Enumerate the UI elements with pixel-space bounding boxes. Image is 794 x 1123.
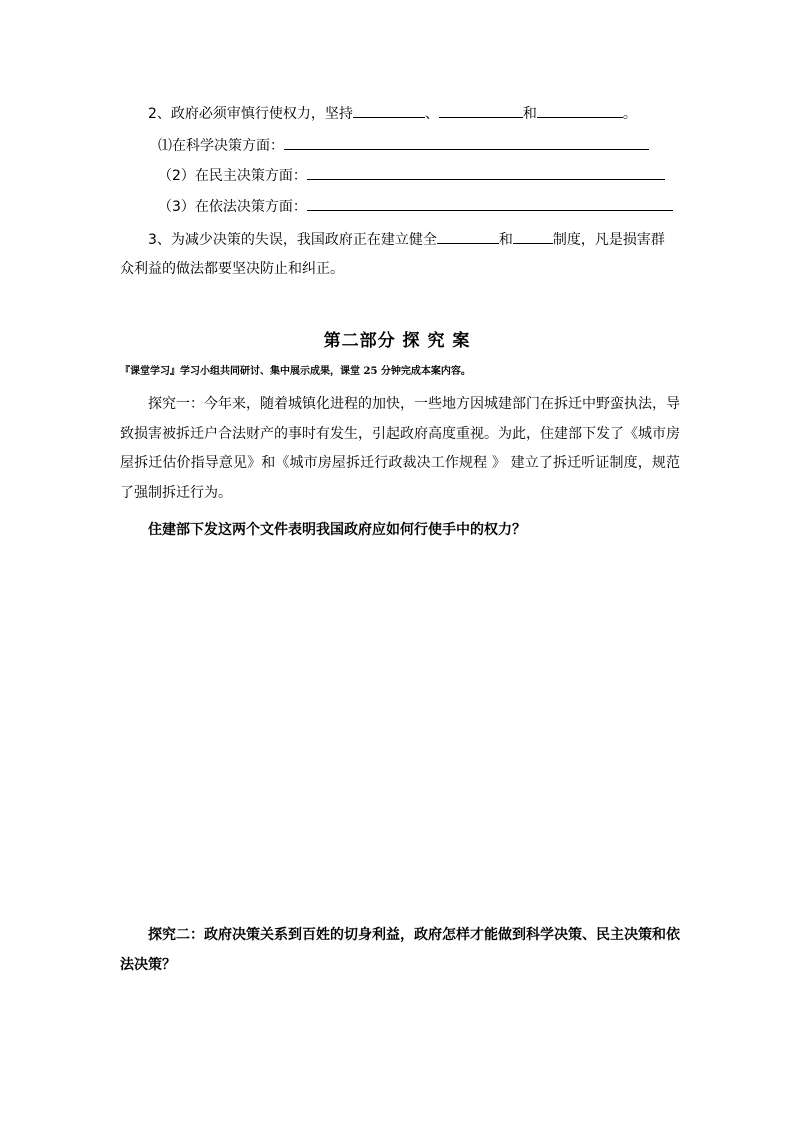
question-2-text: 2、政府必须审慎行使权力，坚持 xyxy=(148,106,353,122)
explore-1-text: 探究一：今年来，随着城镇化进程的加快，一些地方因城建部门在拆迁中野蛮执法，导致损害被拆迁户合法财产的事时有发生，引起政府高度重视。为此，住建部下发了《城市房屋拆迁估价指导意见》和《城市房屋拆迁行政裁决工作规程 》 建立了拆迁听证制度，规范了强制拆迁行为。 xyxy=(120,396,680,501)
question-2 xyxy=(148,102,637,124)
explore-1-paragraph xyxy=(120,390,680,508)
question-3-line-1 xyxy=(148,228,665,250)
system-blank-2[interactable] xyxy=(513,228,553,244)
part-2-title: 第二部分 探 究 案 xyxy=(323,331,471,351)
question-2-1 xyxy=(158,134,649,156)
answer-blank-2[interactable] xyxy=(439,102,523,118)
question-3-text: 3、为减少决策的失误，我国政府正在建立健全 xyxy=(148,232,437,248)
question-3-and: 和 xyxy=(498,232,513,248)
question-3-tail: 制度，凡是损害群 xyxy=(552,232,665,248)
explore-1-question: 住建部下发这两个文件表明我国政府应如何行使手中的权力？ xyxy=(148,522,526,538)
explore-2-text: 探究二：政府决策关系到百姓的切身利益，政府怎样才能做到科学决策、民主决策和依法决策？ xyxy=(120,927,680,973)
legal-decision-blank[interactable] xyxy=(307,195,673,211)
democratic-decision-label: （2）在民主决策方面： xyxy=(158,168,307,184)
separator-comma: 、 xyxy=(424,106,439,122)
answer-blank-1[interactable] xyxy=(353,102,425,118)
classroom-note: 『课堂学习』学习小组共同研讨、集中展示成果，课堂 25 分钟完成本案内容。 xyxy=(120,366,471,377)
period: 。 xyxy=(622,106,637,122)
question-2-3 xyxy=(158,195,673,217)
democratic-decision-blank[interactable] xyxy=(307,164,665,180)
question-3-text-cont: 众利益的做法都要坚决防止和纠正。 xyxy=(120,261,344,277)
answer-blank-3[interactable] xyxy=(537,102,623,118)
scientific-decision-label: ⑴在科学决策方面： xyxy=(158,138,284,154)
legal-decision-label: （3）在依法决策方面： xyxy=(158,199,307,215)
separator-and: 和 xyxy=(522,106,537,122)
question-3-line-2 xyxy=(120,259,344,279)
system-blank-1[interactable] xyxy=(437,228,499,244)
question-2-2 xyxy=(158,164,665,186)
scientific-decision-blank[interactable] xyxy=(284,134,649,150)
explore-2-paragraph xyxy=(120,920,680,980)
